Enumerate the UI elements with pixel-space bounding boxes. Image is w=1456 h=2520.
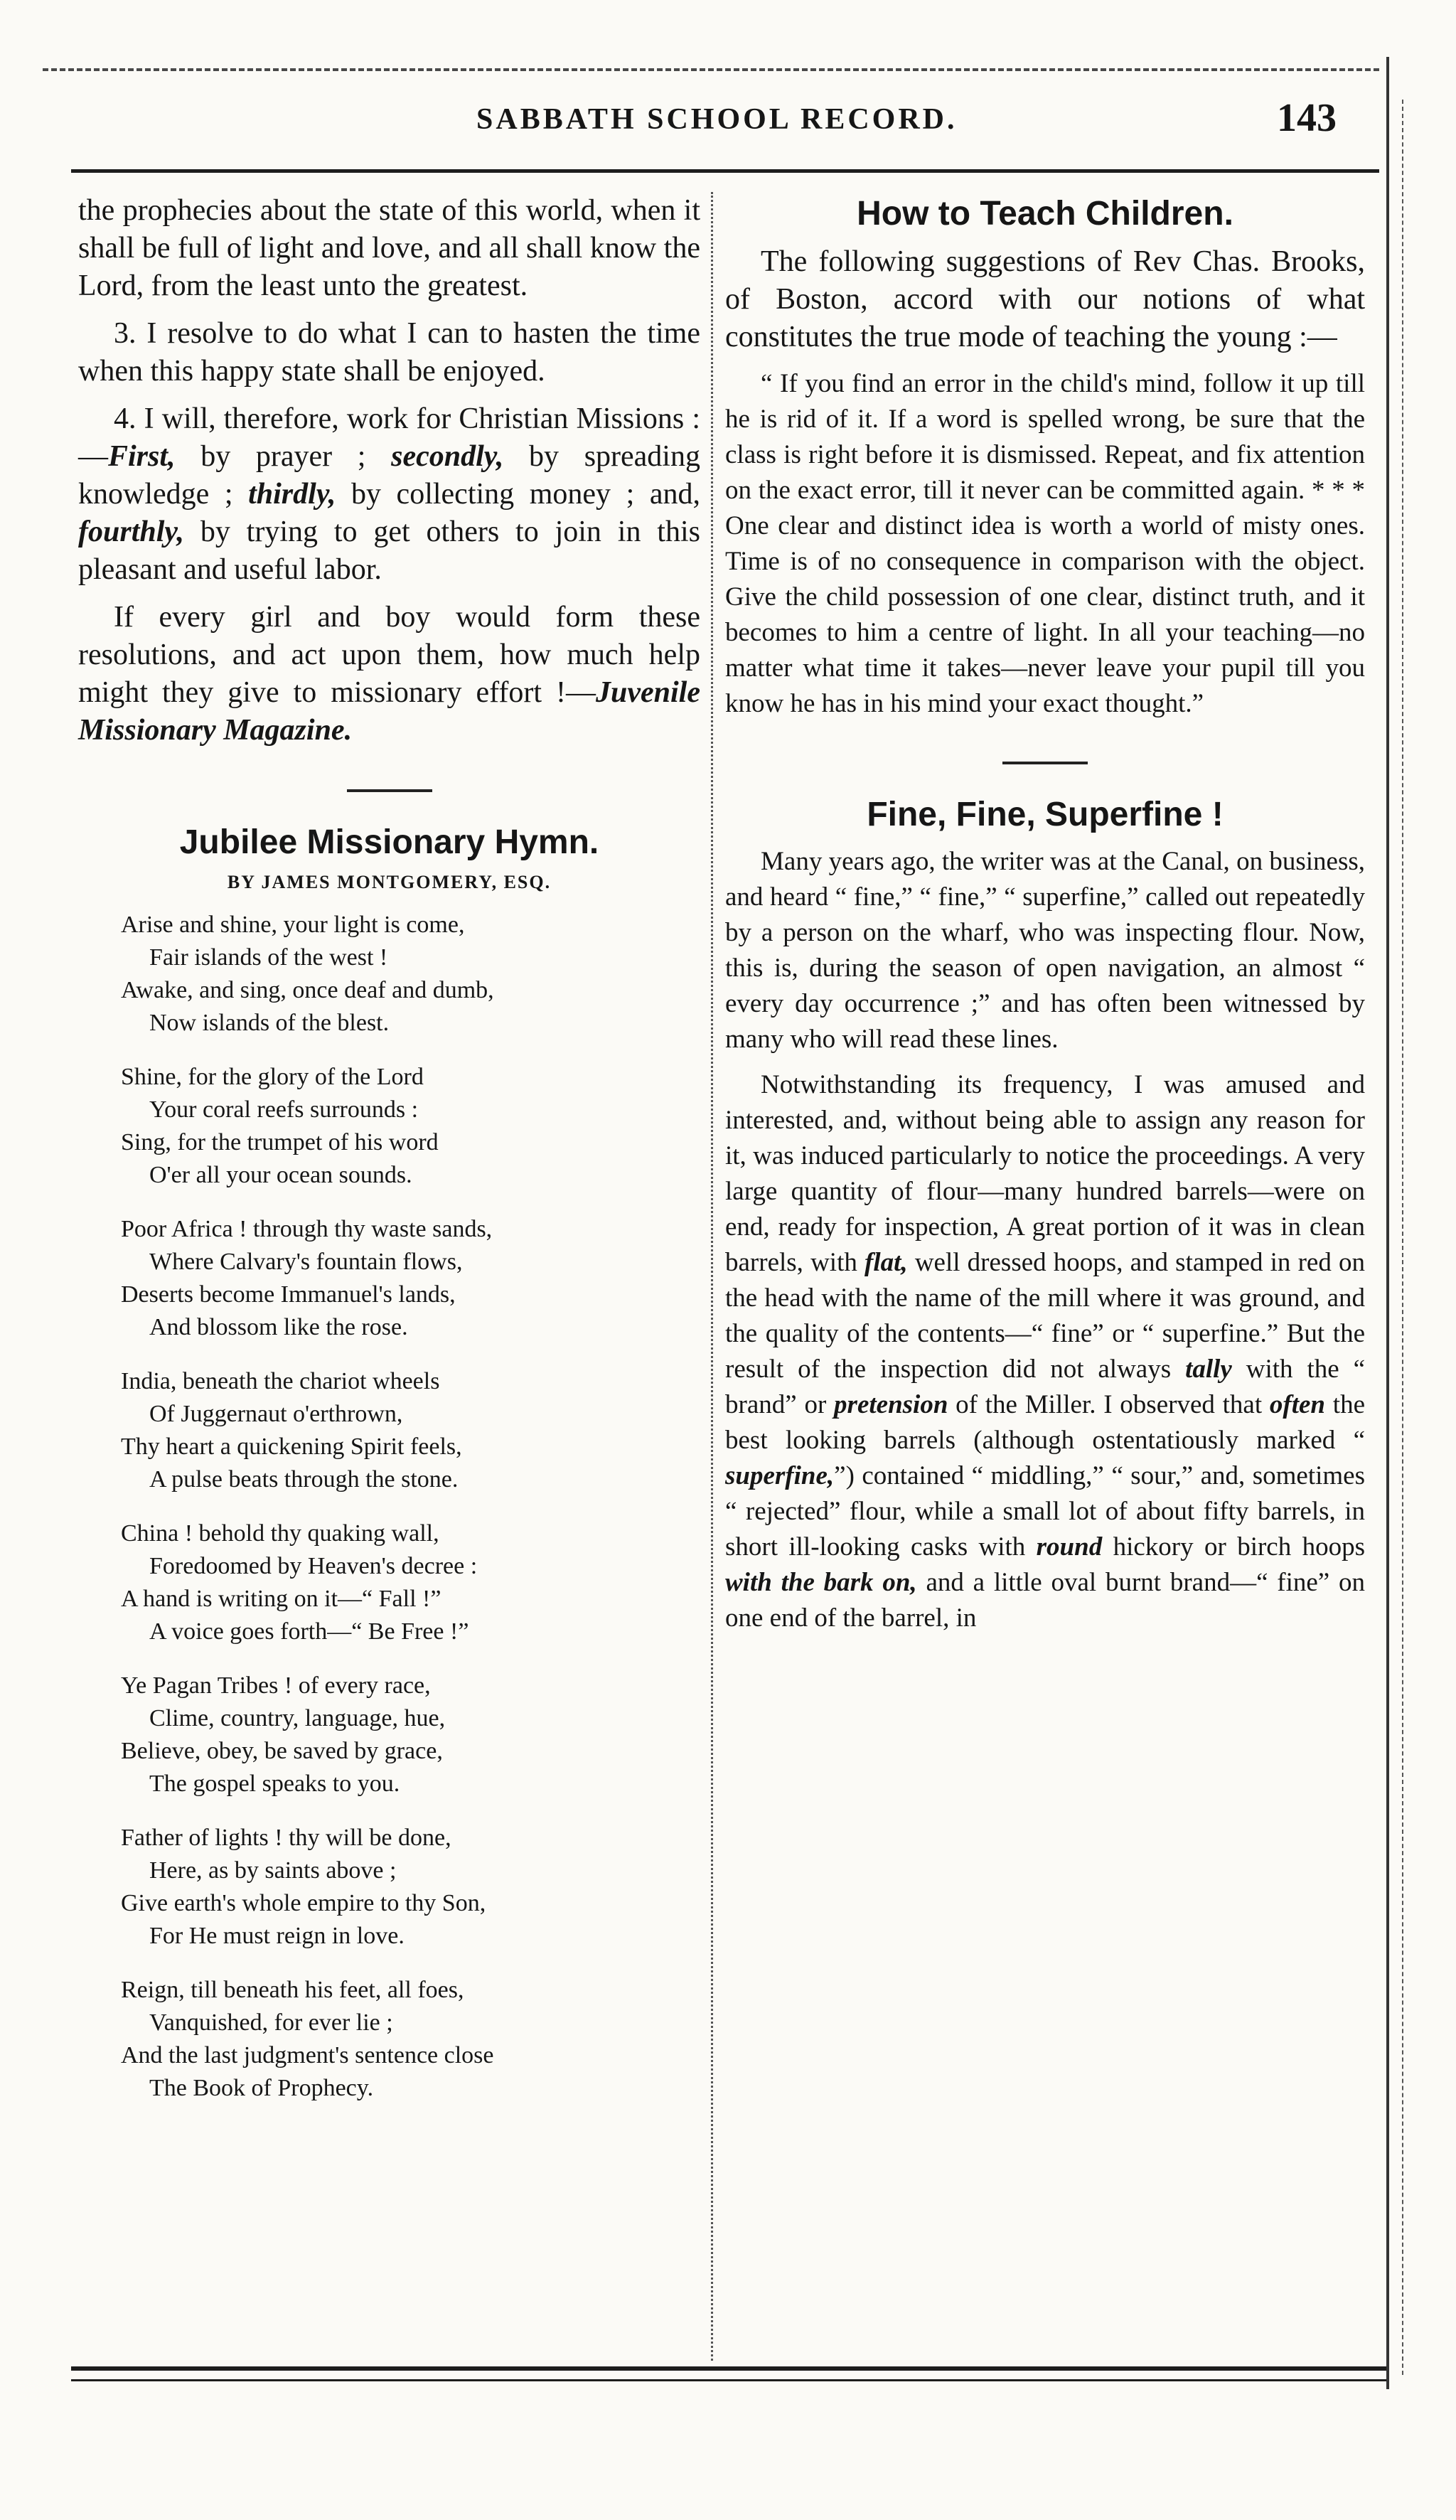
emphasis-first: First,	[108, 440, 176, 473]
text-run: ”) contained “ middling,” “ sour,” and, sometimes “ rejected” flour, while a small lot of about fifty barrels, in short ill-looking casks with	[725, 1461, 1365, 1561]
hymn-line: Now islands of the blest.	[149, 1010, 390, 1036]
text-run: and a little oval burnt brand—“ fine” on one end of the barrel, in	[725, 1568, 1365, 1633]
left-column	[78, 192, 700, 2126]
hymn-line: India, beneath the chariot wheels	[121, 1368, 440, 1394]
emphasis-superfine: superfine,	[725, 1461, 835, 1490]
hymn-stanza	[121, 1670, 700, 1800]
hymn-line: Clime, country, language, hue,	[149, 1705, 446, 1731]
article-title-fine: Fine, Fine, Superfine !	[867, 796, 1224, 833]
emphasis-fourthly: fourthly,	[78, 516, 184, 548]
paragraph-fine-1: Many years ago, the writer was at the Canal, on business, and heard “ fine,” “ fine,” “ superfine,” called out repeatedly by a person on the wharf, who was inspecting flour. Now, this is, during the season of open navigation, an almost “ every day occurrence ;” and has often been witnessed by many who will read these lines.	[725, 847, 1365, 1054]
text-run: 4. I will, therefore, work for Christian Missions :—	[78, 402, 700, 473]
paragraph-every-girl-and-boy	[78, 599, 700, 749]
emphasis-round: round	[1036, 1532, 1103, 1561]
hymn-line: Of Juggernaut o'erthrown,	[149, 1401, 403, 1427]
section-divider	[1002, 762, 1088, 764]
text-run: with the “ brand” or	[725, 1355, 1365, 1419]
text-run: the best looking barrels (although ostentatiously marked “	[725, 1390, 1365, 1455]
hymn-stanza	[121, 1822, 700, 1953]
text-run: by trying to get others to join in this pleasant and useful labor.	[78, 516, 700, 586]
hymn-line: A pulse beats through the stone.	[149, 1466, 459, 1493]
top-dashed-rule	[43, 68, 1379, 71]
section-divider	[347, 789, 432, 792]
hymn-line: Awake, and sing, once deaf and dumb,	[121, 977, 494, 1003]
hymn-line: And blossom like the rose.	[149, 1314, 408, 1340]
hymn-stanza	[121, 909, 700, 1040]
hymn-line: And the last judgment's sentence close	[121, 2042, 494, 2068]
hymn-line: A hand is writing on it—“ Fall !”	[121, 1586, 441, 1612]
text-run: Notwithstanding its frequency, I was amused and interested, and, without being able to assign any reason for it, was induced particularly to notice the proceedings. A very large quantity of flour—many hundred barrels—were on end, ready for inspection, A great portion of it was in clean barrels, with	[725, 1070, 1365, 1277]
right-border-line	[1386, 57, 1389, 2389]
hymn-line: The Book of Prophecy.	[149, 2075, 374, 2101]
journal-title: SABBATH SCHOOL RECORD.	[476, 103, 958, 136]
hymn-line: O'er all your ocean sounds.	[149, 1162, 412, 1188]
source-citation: Juvenile Missionary Magazine.	[78, 676, 700, 747]
hymn-line: Arise and shine, your light is come,	[121, 912, 465, 938]
article-title-teach: How to Teach Children.	[857, 195, 1233, 233]
hymn-byline: BY JAMES MONTGOMERY, ESQ.	[227, 872, 552, 892]
paragraph-fine-2	[725, 1067, 1365, 1636]
paragraph-teach-quote: “ If you find an error in the child's mind, follow it up till he is rid of it. If a word is spelled wrong, be sure that the class is right before it is dismissed. Repeat, and fix attention on the exact error, till it never can be committed again. * * * One clear and distinct idea is worth a world of misty ones. Time is of no consequence in comparison with the object. Give the child possession of one clear, distinct truth, and it becomes to him a centre of light. In all your teaching—no matter what time it takes—never leave your pupil till you know he has in his mind your exact thought.”	[725, 369, 1365, 718]
hymn-line: Poor Africa ! through thy waste sands,	[121, 1216, 493, 1242]
paragraph-resolve-4	[78, 400, 700, 589]
hymn-line: Vanquished, for ever lie ;	[149, 2009, 393, 2036]
hymn-line: Reign, till beneath his feet, all foes,	[121, 1977, 464, 2003]
text-run: of the Miller. I observed that	[948, 1390, 1270, 1419]
running-header	[43, 96, 1379, 156]
hymn-line: Believe, obey, be saved by grace,	[121, 1738, 443, 1764]
hymn-line: Shine, for the glory of the Lord	[121, 1064, 424, 1090]
text-run: by prayer ;	[175, 440, 392, 473]
page-number: 143	[1277, 96, 1337, 140]
hymn-line: A voice goes forth—“ Be Free !”	[149, 1618, 469, 1645]
text-run: well dressed hoops, and stamped in red on the head with the name of the mill where it was ground, and the quality of the contents—“ fine” or “ superfine.” But the result of the inspection did not always	[725, 1248, 1365, 1384]
hymn-stanza	[121, 1213, 700, 1344]
text-run: hickory or birch hoops	[1102, 1532, 1365, 1561]
hymn-stanzas	[78, 909, 700, 2105]
hymn-stanza	[121, 1517, 700, 1648]
hymn-line: Here, as by saints above ;	[149, 1857, 397, 1884]
bottom-rule-thin	[71, 2379, 1386, 2381]
hymn-line: Father of lights ! thy will be done,	[121, 1825, 451, 1851]
emphasis-often: often	[1269, 1390, 1326, 1419]
hymn-line: For He must reign in love.	[149, 1923, 405, 1949]
hymn-line: Sing, for the trumpet of his word	[121, 1129, 439, 1155]
hymn-line: Thy heart a quickening Spirit feels,	[121, 1433, 462, 1460]
text-run: by collecting money ; and,	[336, 478, 700, 511]
hymn-line: Give earth's whole empire to thy Son,	[121, 1890, 486, 1916]
emphasis-flat: flat,	[864, 1248, 908, 1277]
emphasis-pretension: pretension	[834, 1390, 948, 1419]
hymn-line: Where Calvary's fountain flows,	[149, 1249, 463, 1275]
text-run: by spreading knowledge ;	[78, 440, 700, 511]
hymn-line: Ye Pagan Tribes ! of every race,	[121, 1672, 431, 1699]
emphasis-tally: tally	[1185, 1355, 1232, 1384]
hymn-line: The gospel speaks to you.	[149, 1771, 400, 1797]
paragraph-resolve-3: 3. I resolve to do what I can to hasten the time when this happy state shall be enjoyed.	[78, 317, 700, 388]
text-run: If every girl and boy would form these resolutions, and act upon them, how much help might they give to missionary effort !—	[78, 601, 700, 709]
emphasis-bark: with the bark on,	[725, 1568, 917, 1597]
right-column	[725, 192, 1365, 1646]
hymn-line: Deserts become Immanuel's lands,	[121, 1281, 456, 1308]
hymn-stanza	[121, 1365, 700, 1496]
hymn-line: Fair islands of the west !	[149, 944, 388, 971]
column-separator	[711, 192, 713, 2361]
hymn-line: Foredoomed by Heaven's decree :	[149, 1553, 478, 1579]
header-rule	[71, 169, 1379, 173]
hymn-line: Your coral reefs surrounds :	[149, 1096, 419, 1123]
hymn-stanza	[121, 1974, 700, 2105]
right-border-line-dashed	[1402, 100, 1403, 2375]
emphasis-thirdly: thirdly,	[248, 478, 336, 511]
bottom-rule	[71, 2366, 1386, 2371]
paragraph-teach-intro: The following suggestions of Rev Chas. Brooks, of Boston, accord with our notions of what constitutes the true mode of teaching the young :—	[725, 245, 1365, 353]
hymn-title: Jubilee Missionary Hymn.	[179, 823, 599, 861]
paragraph-prophecies: the prophecies about the state of this world, when it shall be full of light and love, and all shall know the Lord, from the least unto the greatest.	[78, 194, 700, 302]
hymn-stanza	[121, 1061, 700, 1192]
emphasis-secondly: secondly,	[391, 440, 504, 473]
hymn-line: China ! behold thy quaking wall,	[121, 1520, 439, 1547]
